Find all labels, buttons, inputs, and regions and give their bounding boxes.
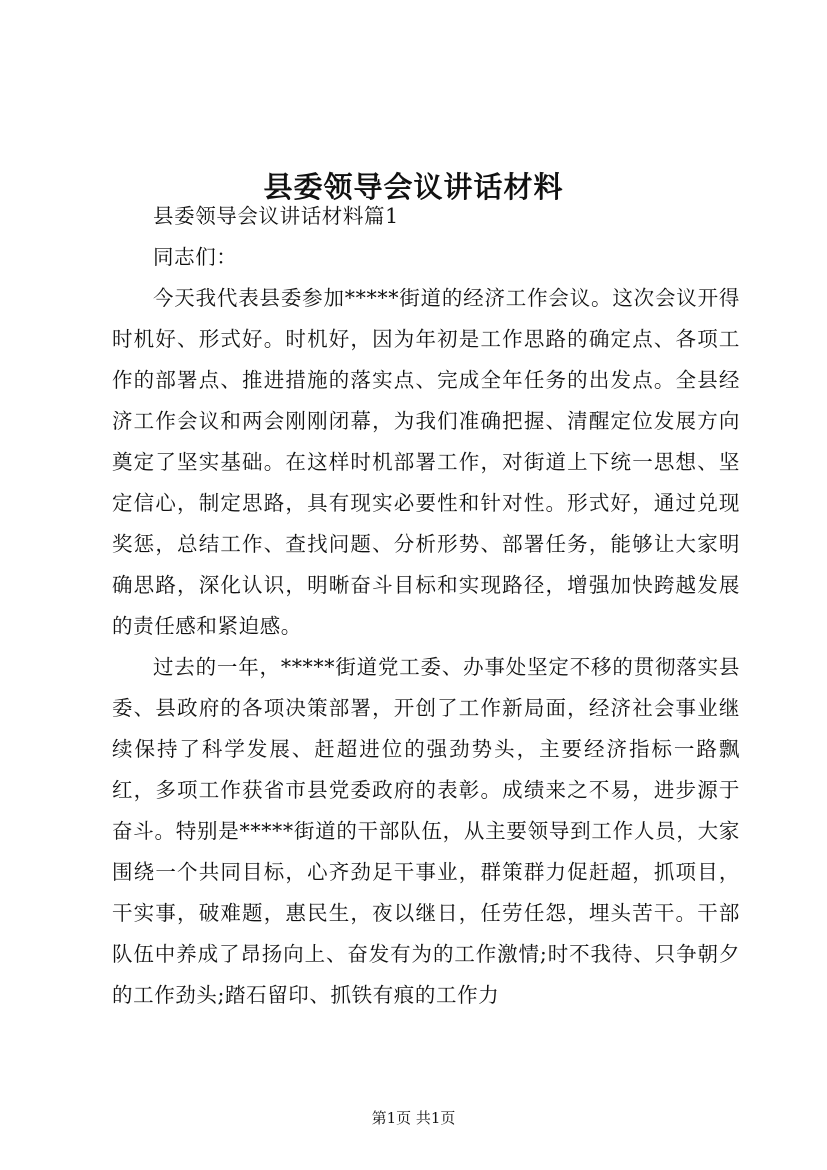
paragraph-1: 今天我代表县委参加*****街道的经济工作会议。这次会议开得时机好、形式好。时机好，因为年初是工作思路的确定点、各项工作的部署点、推进措施的落实点、完成全年任务的出发点。全县经济工作会议和两会刚刚闭幕，为我们准确把握、清醒定位发展方向奠定了坚实基础。在这样时机部署工作，对街道上下统一思想、坚定信心，制定思路，具有现实必要性和针对性。形式好，通过兑现奖惩，总结工作、查找问题、分析形势、部署任务，能够让大家明确思路，深化认识，明晰奋斗目标和实现路径，增强加快跨越发展的责任感和紧迫感。 xyxy=(112,286,740,638)
document-title: 县委领导会议讲话材料 xyxy=(263,170,564,205)
page-footer: 第1页 共1页 xyxy=(371,1109,456,1127)
paragraph-2: 过去的一年，*****街道党工委、办事处坚定不移的贯彻落实县委、县政府的各项决策部署，开创了工作新局面，经济社会事业继续保持了科学发展、赶超进位的强劲势头，主要经济指标一路飘红，多项工作获省市县党委政府的表彰。成绩来之不易，进步源于奋斗。特别是*****街道的干部队伍，从主要领导到工作人员，大家围绕一个共同目标，心齐劲足干事业，群策群力促赶超，抓项目，干实事，破难题，惠民生，夜以继日，任劳任怨，埋头苦干。干部队伍中养成了昂扬向上、奋发有为的工作激情;时不我待、只争朝夕的工作劲头;踏石留印、抓铁有痕的工作力 xyxy=(112,655,740,1007)
salutation: 同志们： xyxy=(153,245,238,269)
document-subtitle: 县委领导会议讲话材料篇1 xyxy=(153,204,399,228)
document-body xyxy=(112,196,740,1016)
